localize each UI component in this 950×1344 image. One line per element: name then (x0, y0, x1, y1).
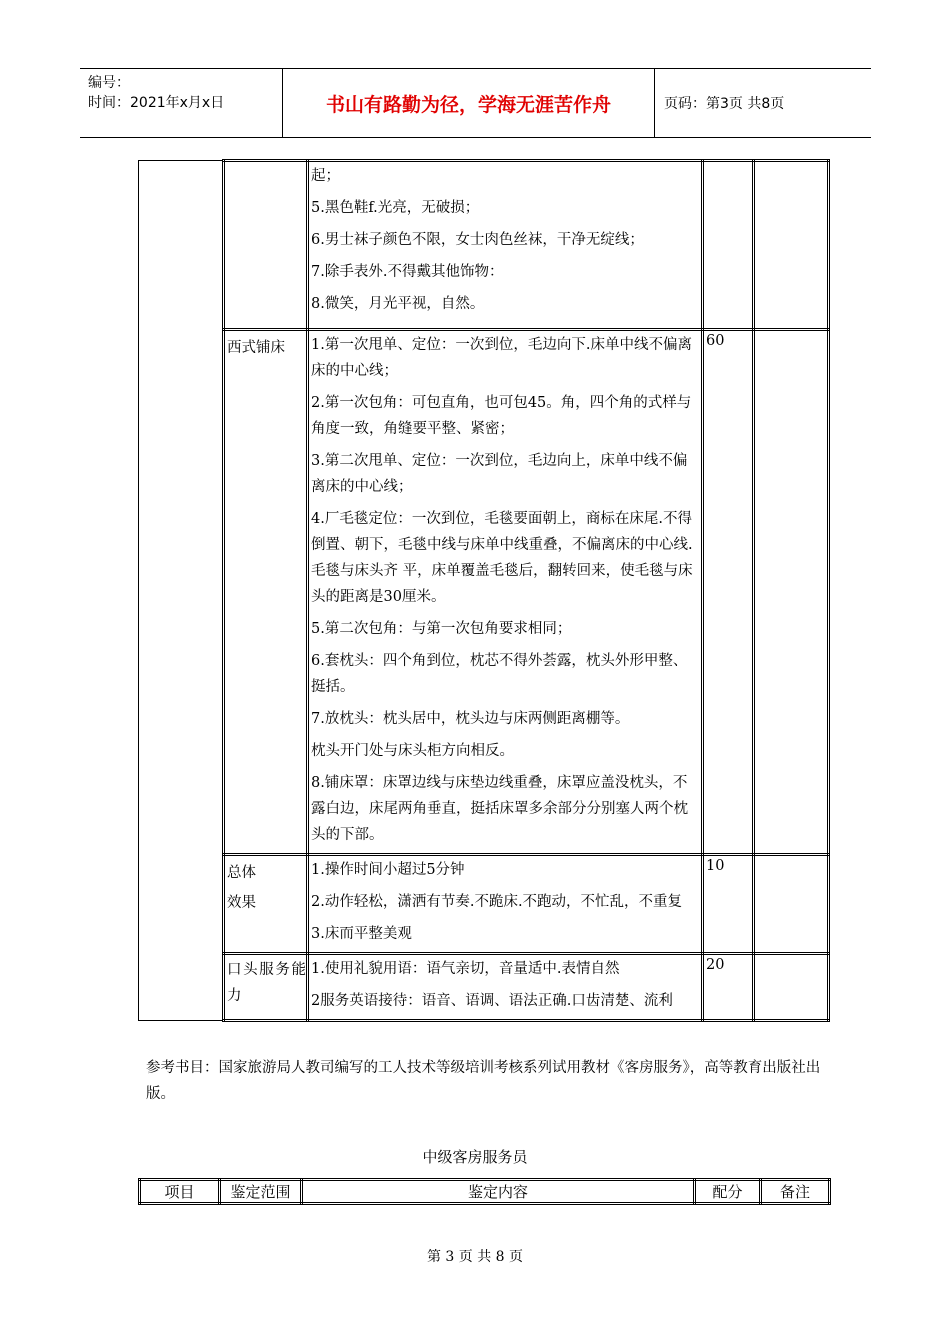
list-item: 起； (311, 168, 340, 184)
score-cell: 60 (703, 330, 754, 855)
list-item: 3.床而平整美观 (311, 926, 412, 942)
reference-note: 参考书目：国家旅游局人教司编写的工人技术等级培训考核系列试用教材《客房服务》，高等教育出版社出版。 (146, 1060, 821, 1102)
section-title: 中级客房服务员 (422, 1148, 528, 1166)
list-item: 5.黑色鞋f.光亮，无破损； (311, 200, 480, 216)
header-motto: 书山有路勤为径，学海无涯苦作舟 (283, 69, 655, 137)
table-row (140, 1180, 830, 1204)
doc-time-label: 时间：2021年x月x日 (88, 95, 225, 111)
range-cell: 口头服务能力 (224, 954, 308, 1021)
content-cell (308, 330, 703, 855)
header-page-label: 页码：第3页 共8页 (664, 96, 785, 112)
range-cell: 总体 效果 (224, 855, 308, 954)
list-item: 5.第二次包角：与第一次包角要求相同； (311, 621, 572, 637)
column-header: 鉴定内容 (302, 1180, 695, 1204)
remark-cell (754, 330, 829, 855)
list-item: 7.除手表外.不得戴其他饰物： (311, 264, 504, 280)
list-item: 7.放枕头：枕头居中，枕头边与床两侧距离棚等。 (311, 711, 630, 727)
table-row (139, 954, 829, 1021)
list-item: 2服务英语接待：语音、语调、语法正确.口齿清楚、流利 (311, 993, 673, 1009)
list-item: 8.铺床罩：床罩边线与床垫边线重叠，床罩应盖没枕头，不露白边，床尾两角垂直，挺括床罩多余部分分别塞人两个枕头的下部。 (311, 775, 688, 843)
list-item: 1.第一次甩单、定位：一次到位，毛边向下.床单中线不偏离床的中心线； (311, 337, 692, 379)
score-cell: 20 (703, 954, 754, 1021)
score-cell (703, 161, 754, 330)
assessment-table (138, 159, 830, 1022)
list-item: 1.使用礼貌用语：语气亲切，音量适中.表情自然 (311, 961, 620, 977)
next-table-header (138, 1178, 831, 1205)
column-header: 项目 (140, 1180, 220, 1204)
list-item: 1.操作时间小超过5分钟 (311, 862, 465, 878)
remark-cell (754, 954, 829, 1021)
content-cell (308, 855, 703, 954)
list-item: 6.套枕头：四个角到位，枕芯不得外荟露，枕头外形甲整、挺括。 (311, 653, 688, 695)
column-header: 鉴定范围 (220, 1180, 302, 1204)
column-header: 配分 (695, 1180, 761, 1204)
content-cell (308, 161, 703, 330)
list-item: 2.第一次包角：可包直角，也可包45。角，四个角的式样与角度一致，角缝要平整、紧密； (311, 395, 692, 437)
table-row (139, 161, 829, 330)
remark-cell (754, 161, 829, 330)
doc-number-label: 编号： (88, 75, 130, 91)
content-cell (308, 954, 703, 1021)
header-meta (80, 69, 283, 137)
list-item: 4.厂毛毯定位：一次到位，毛毯要面朝上，商标在床尾.不得倒置、朝下，毛毯中线与床单中线重叠，不偏离床的中心线.毛毯与床头齐 平，床单覆盖毛毯后，翻转回来，使毛毯与床头的距离是30厘米。 (311, 511, 693, 605)
list-item: 2.动作轻松，潇洒有节奏.不跪床.不跑动，不忙乱，不重复 (311, 894, 683, 910)
range-cell: 西式铺床 (224, 330, 308, 855)
remark-cell (754, 855, 829, 954)
list-item: 3.第二次甩单、定位：一次到位，毛边向上，床单中线不偏离床的中心线； (311, 453, 688, 495)
page-header (80, 68, 871, 138)
range-cell (224, 161, 308, 330)
page-footer: 第 3 页 共 8 页 (426, 1249, 524, 1265)
list-item: 6.男士袜子颜色不限，女士肉色丝袜，干净无绽线； (311, 232, 644, 248)
project-cell (139, 161, 224, 1021)
column-header: 备注 (761, 1180, 830, 1204)
list-item: 8.微笑，月光平视，自然。 (311, 296, 485, 312)
table-row (139, 855, 829, 954)
score-cell: 10 (703, 855, 754, 954)
list-item: 枕头开门处与床头柜方向相反。 (311, 743, 514, 759)
table-row (139, 330, 829, 855)
